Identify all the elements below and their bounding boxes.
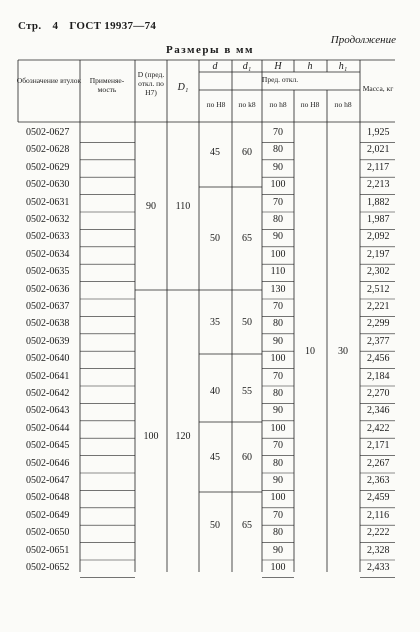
group-d-2: 50 bbox=[210, 233, 220, 244]
group-D-2: 100 bbox=[143, 431, 159, 442]
group-d1-4: 55 bbox=[242, 386, 252, 397]
row-code: 0502-0640 bbox=[26, 353, 70, 365]
tol-d1: по k8 bbox=[238, 100, 256, 109]
row-code: 0502-0650 bbox=[26, 527, 70, 539]
col-application: Применяе-мость bbox=[89, 76, 125, 94]
row-code: 0502-0643 bbox=[26, 405, 70, 417]
row-code: 0502-0630 bbox=[26, 179, 70, 191]
group-d1-3: 50 bbox=[242, 317, 252, 328]
group-d-1: 45 bbox=[210, 147, 220, 158]
row-code: 0502-0631 bbox=[26, 196, 70, 208]
row-H: 80 bbox=[273, 457, 283, 469]
row-mass: 2,346 bbox=[367, 405, 390, 417]
row-H: 70 bbox=[273, 301, 283, 312]
row-code: 0502-0647 bbox=[26, 475, 70, 486]
row-H: 90 bbox=[273, 405, 283, 417]
page-label: Стр. bbox=[18, 20, 42, 32]
row-mass: 2,197 bbox=[367, 248, 390, 260]
col-D1: D₁ bbox=[177, 82, 189, 93]
row-code: 0502-0636 bbox=[26, 283, 70, 295]
row-mass: 1,882 bbox=[367, 196, 390, 208]
row-mass: 2,267 bbox=[367, 457, 390, 469]
row-mass: 2,184 bbox=[367, 370, 390, 382]
tol-h1: по h8 bbox=[334, 100, 352, 109]
row-H: 80 bbox=[273, 527, 283, 539]
row-H: 80 bbox=[273, 214, 283, 225]
row-mass: 2,512 bbox=[367, 283, 390, 295]
row-H: 100 bbox=[270, 422, 286, 434]
row-H: 90 bbox=[273, 231, 283, 243]
row-H: 70 bbox=[273, 509, 283, 521]
group-d1-6: 65 bbox=[242, 520, 252, 531]
col-designation: Обозначение втулок bbox=[16, 76, 82, 85]
col-D: D (пред. откл. по H7) bbox=[137, 70, 165, 97]
tol-d: по H8 bbox=[206, 100, 226, 109]
group-D1-1: 110 bbox=[175, 201, 191, 212]
row-mass: 2,222 bbox=[367, 527, 390, 539]
row-H: 80 bbox=[273, 318, 283, 330]
col-d1: d₁ bbox=[242, 61, 252, 72]
col-h1: h₁ bbox=[338, 61, 348, 72]
row-mass: 2,116 bbox=[367, 509, 390, 521]
row-code: 0502-0651 bbox=[26, 544, 70, 556]
row-H: 100 bbox=[270, 248, 286, 260]
row-mass: 2,021 bbox=[367, 144, 390, 156]
row-H: 80 bbox=[273, 144, 283, 156]
row-mass: 2,459 bbox=[367, 492, 390, 504]
row-code: 0502-0627 bbox=[26, 127, 70, 138]
row-code: 0502-0645 bbox=[26, 440, 70, 452]
row-code: 0502-0633 bbox=[26, 231, 70, 243]
row-mass: 2,363 bbox=[367, 475, 390, 486]
row-code: 0502-0639 bbox=[26, 335, 70, 347]
row-code: 0502-0641 bbox=[26, 370, 70, 382]
row-H: 70 bbox=[273, 127, 283, 138]
row-mass: 2,299 bbox=[367, 318, 390, 330]
group-d-3: 35 bbox=[210, 317, 220, 328]
units-caption: Размеры в мм bbox=[166, 44, 254, 56]
row-lines bbox=[80, 142, 395, 577]
group-D1-2: 120 bbox=[175, 431, 191, 442]
row-H: 70 bbox=[273, 440, 283, 452]
row-code: 0502-0629 bbox=[26, 161, 70, 173]
row-code: 0502-0646 bbox=[26, 457, 70, 469]
row-mass: 1,925 bbox=[367, 127, 390, 138]
limit-label: Пред. откл. bbox=[261, 75, 299, 84]
row-mass: 2,328 bbox=[367, 544, 390, 556]
row-code: 0502-0648 bbox=[26, 492, 70, 504]
group-d-5: 45 bbox=[210, 452, 220, 463]
row-H: 80 bbox=[273, 388, 283, 399]
row-H: 70 bbox=[273, 196, 283, 208]
row-H: 100 bbox=[270, 353, 286, 365]
group-d-4: 40 bbox=[210, 386, 220, 397]
row-H: 70 bbox=[273, 370, 283, 382]
col-mass: Масса, кг bbox=[362, 84, 394, 93]
row-code: 0502-0632 bbox=[26, 214, 70, 225]
row-code: 0502-0638 bbox=[26, 318, 70, 330]
row-mass: 2,221 bbox=[367, 301, 390, 312]
row-code: 0502-0635 bbox=[26, 266, 70, 278]
row-code: 0502-0642 bbox=[26, 388, 70, 399]
group-d1-1: 60 bbox=[242, 147, 252, 158]
row-mass: 2,171 bbox=[367, 440, 390, 452]
row-mass: 1,987 bbox=[367, 214, 390, 225]
row-mass: 2,270 bbox=[367, 388, 390, 399]
page-number: 4 bbox=[52, 20, 59, 32]
col-d: d bbox=[212, 61, 218, 72]
group-d-6: 50 bbox=[210, 520, 220, 531]
standard-code: ГОСТ 19937—74 bbox=[69, 20, 157, 32]
row-code: 0502-0652 bbox=[26, 562, 70, 573]
col-h: h bbox=[307, 61, 313, 72]
row-mass: 2,433 bbox=[367, 562, 390, 573]
row-H: 90 bbox=[273, 544, 283, 556]
row-H: 110 bbox=[270, 266, 286, 278]
row-H: 90 bbox=[273, 161, 283, 173]
row-H: 100 bbox=[270, 179, 286, 191]
row-mass: 2,092 bbox=[367, 231, 390, 243]
row-code: 0502-0649 bbox=[26, 509, 70, 521]
row-code: 0502-0628 bbox=[26, 144, 70, 156]
group-D-1: 90 bbox=[146, 201, 156, 212]
row-H: 130 bbox=[270, 283, 286, 295]
row-mass: 2,456 bbox=[367, 353, 390, 365]
col-H: H bbox=[274, 61, 282, 72]
group-d1-2: 65 bbox=[242, 233, 252, 244]
row-code: 0502-0634 bbox=[26, 248, 70, 260]
row-mass: 2,213 bbox=[367, 179, 390, 191]
row-mass: 2,422 bbox=[367, 422, 390, 434]
row-code: 0502-0637 bbox=[26, 301, 70, 312]
h-value: 10 bbox=[305, 346, 315, 357]
row-H: 90 bbox=[273, 475, 283, 486]
continuation-label: Продолжение bbox=[330, 34, 396, 46]
group-d1-5: 60 bbox=[242, 452, 252, 463]
row-mass: 2,377 bbox=[367, 335, 390, 347]
row-mass: 2,117 bbox=[367, 161, 390, 173]
row-mass: 2,302 bbox=[367, 266, 390, 278]
row-H: 100 bbox=[270, 492, 286, 504]
tol-h: по H8 bbox=[300, 100, 320, 109]
tol-H: по h8 bbox=[269, 100, 287, 109]
row-code: 0502-0644 bbox=[26, 422, 70, 434]
h1-value: 30 bbox=[338, 346, 348, 357]
row-H: 90 bbox=[273, 335, 283, 347]
row-H: 100 bbox=[270, 562, 286, 573]
